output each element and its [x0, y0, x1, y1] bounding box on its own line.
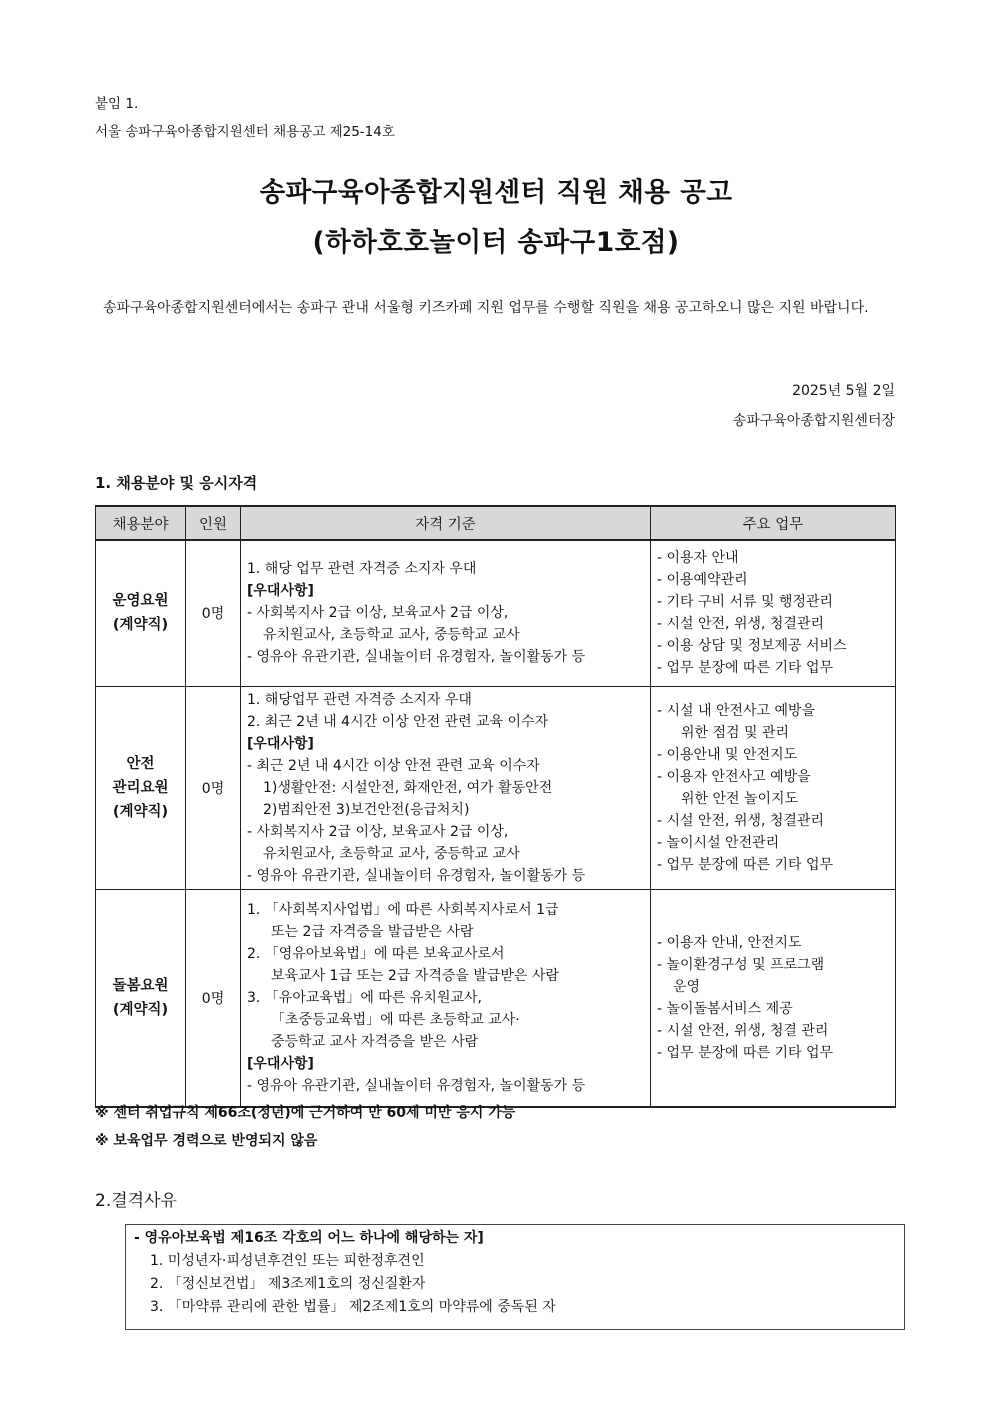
headcount: 0명 — [186, 889, 241, 1107]
duties-cell — [651, 889, 896, 1107]
headcount: 0명 — [186, 686, 241, 889]
qualification-line: 「초중등교육법」에 따른 초등학교 교사· — [271, 1011, 520, 1028]
field-cell — [96, 686, 186, 889]
qualification-line: 3. 「유아교육법」에 따른 유치원교사, — [247, 989, 482, 1006]
field-cell — [96, 889, 186, 1107]
page-subtitle: (하하호호놀이터 송파구1호점) — [312, 227, 680, 258]
field-name: 안전 — [126, 755, 155, 772]
duty-line: - 시설 내 안전사고 예방을 — [657, 702, 816, 719]
duty-line: - 이용자 안내, 안전지도 — [657, 934, 802, 951]
qualification-line: 1)생활안전: 시설안전, 화재안전, 여가 활동안전 — [263, 779, 553, 796]
duty-line: - 놀이돌봄서비스 제공 — [657, 1000, 793, 1017]
qualification-line: 1. 해당업무 관련 자격증 소지자 우대 — [247, 691, 472, 708]
qualification-line: 1. 해당 업무 관련 자격증 소지자 우대 — [247, 561, 477, 578]
duty-line: 운영 — [673, 978, 701, 995]
duty-line: - 업무 분장에 따른 기타 업무 — [657, 660, 834, 677]
note-age-limit: ※ 센터 취업규칙 제66조(정년)에 근거하여 만 60세 미만 응시 가능 — [95, 1105, 516, 1121]
duty-line: - 놀이시설 안전관리 — [657, 834, 780, 851]
qualifications-cell — [241, 889, 651, 1107]
duty-line: - 이용자 안전사고 예방을 — [657, 768, 811, 785]
qualification-line: - 영유아 유관기관, 실내놀이터 유경험자, 놀이활동가 등 — [247, 867, 586, 884]
duties-cell — [651, 686, 896, 889]
qualification-line: 2. 「영유아보육법」에 따른 보육교사로서 — [247, 945, 505, 962]
table-header-row — [96, 506, 896, 540]
table-row — [96, 540, 896, 686]
column-header: 주요 업무 — [651, 506, 896, 540]
table-row — [96, 686, 896, 889]
intro-paragraph: 송파구육아종합지원센터에서는 송파구 관내 서울형 키즈카페 지원 업무를 수행할 직원을 채용 공고하오니 많은 지원 바랍니다. — [103, 300, 869, 316]
notice-date: 2025년 5월 2일 — [792, 383, 895, 399]
field-type: (계약직) — [112, 803, 169, 820]
qualification-line: - 영유아 유관기관, 실내놀이터 유경험자, 놀이활동가 등 — [247, 1077, 586, 1094]
qualification-line: - 최근 2년 내 4시간 이상 안전 관련 교육 이수자 — [247, 757, 540, 774]
notice-number: 서울 송파구육아종합지원센터 채용공고 제25-14호 — [95, 124, 395, 140]
column-header: 채용분야 — [96, 506, 186, 540]
disqualification-item: 1. 미성년자·피성년후견인 또는 피한정후견인 — [150, 1253, 425, 1269]
qualifications-cell — [241, 540, 651, 686]
disqualification-box — [125, 1224, 905, 1330]
duty-line: 위한 안전 놀이지도 — [681, 790, 799, 807]
disqualification-title: - 영유아보육법 제16조 각호의 어느 하나에 해당하는 자] — [134, 1230, 484, 1246]
field-type: (계약직) — [112, 1001, 169, 1018]
qualification-line: 유치원교사, 초등학교 교사, 중등학교 교사 — [263, 845, 520, 862]
field-cell — [96, 540, 186, 686]
qualification-line: 중등학교 교사 자격증을 받은 사람 — [271, 1033, 479, 1050]
field-name: 관리요원 — [112, 779, 169, 796]
duty-line: - 업무 분장에 따른 기타 업무 — [657, 856, 834, 873]
recruitment-table — [95, 505, 896, 1108]
disqualification-item: 3. 「마약류 관리에 관한 법률」 제2조제1호의 마약류에 중독된 자 — [150, 1299, 556, 1315]
duty-line: - 기타 구비 서류 및 행정관리 — [657, 594, 834, 611]
headcount: 0명 — [186, 540, 241, 686]
qualification-line: 1. 「사회복지사업법」에 따른 사회복지사로서 1급 — [247, 901, 559, 918]
qualification-line: 2. 최근 2년 내 4시간 이상 안전 관련 교육 이수자 — [247, 713, 549, 730]
column-header: 자격 기준 — [241, 506, 651, 540]
field-name: 운영요원 — [112, 593, 169, 610]
duty-line: 위한 점검 및 관리 — [681, 724, 790, 741]
page-title: 송파구육아종합지원센터 직원 채용 공고 — [259, 177, 733, 208]
preference-label: [우대사항] — [247, 735, 314, 752]
qualification-line: 보육교사 1급 또는 2급 자격증을 발급받은 사람 — [271, 967, 559, 984]
column-header: 인원 — [186, 506, 241, 540]
disqualification-item: 2. 「정신보건법」 제3조제1호의 정신질환자 — [150, 1276, 426, 1292]
field-type: (계약직) — [112, 617, 169, 634]
issuer: 송파구육아종합지원센터장 — [732, 413, 895, 429]
duty-line: - 이용예약관리 — [657, 572, 748, 589]
qualification-line: - 사회복지사 2급 이상, 보육교사 2급 이상, — [247, 823, 509, 840]
qualification-line: 유치원교사, 초등학교 교사, 중등학교 교사 — [263, 627, 520, 644]
field-name: 돌봄요원 — [112, 977, 169, 994]
attachment-label: 붙임 1. — [95, 96, 139, 112]
preference-label: [우대사항] — [247, 583, 314, 600]
qualification-line: - 영유아 유관기관, 실내놀이터 유경험자, 놀이활동가 등 — [247, 649, 586, 666]
qualifications-cell — [241, 686, 651, 889]
duty-line: - 시설 안전, 위생, 청결관리 — [657, 616, 824, 633]
table-row — [96, 889, 896, 1107]
duties-cell — [651, 540, 896, 686]
duty-line: - 이용 상담 및 정보제공 서비스 — [657, 638, 847, 655]
section1-heading: 1. 채용분야 및 응시자격 — [95, 474, 258, 492]
preference-label: [우대사항] — [247, 1055, 314, 1072]
duty-line: - 업무 분장에 따른 기타 업무 — [657, 1044, 834, 1061]
duty-line: - 이용자 안내 — [657, 550, 739, 567]
qualification-line: - 사회복지사 2급 이상, 보육교사 2급 이상, — [247, 605, 509, 622]
qualification-line: 2)범죄안전 3)보건안전(응급처치) — [263, 801, 470, 818]
note-career: ※ 보육업무 경력으로 반영되지 않음 — [95, 1133, 318, 1149]
duty-line: - 시설 안전, 위생, 청결 관리 — [657, 1022, 829, 1039]
duty-line: - 시설 안전, 위생, 청결관리 — [657, 812, 824, 829]
qualification-line: 또는 2급 자격증을 발급받은 사람 — [271, 923, 474, 940]
duty-line: - 이용안내 및 안전지도 — [657, 746, 798, 763]
section2-heading: 2.결격사유 — [95, 1191, 177, 1211]
duty-line: - 놀이환경구성 및 프로그램 — [657, 956, 825, 973]
